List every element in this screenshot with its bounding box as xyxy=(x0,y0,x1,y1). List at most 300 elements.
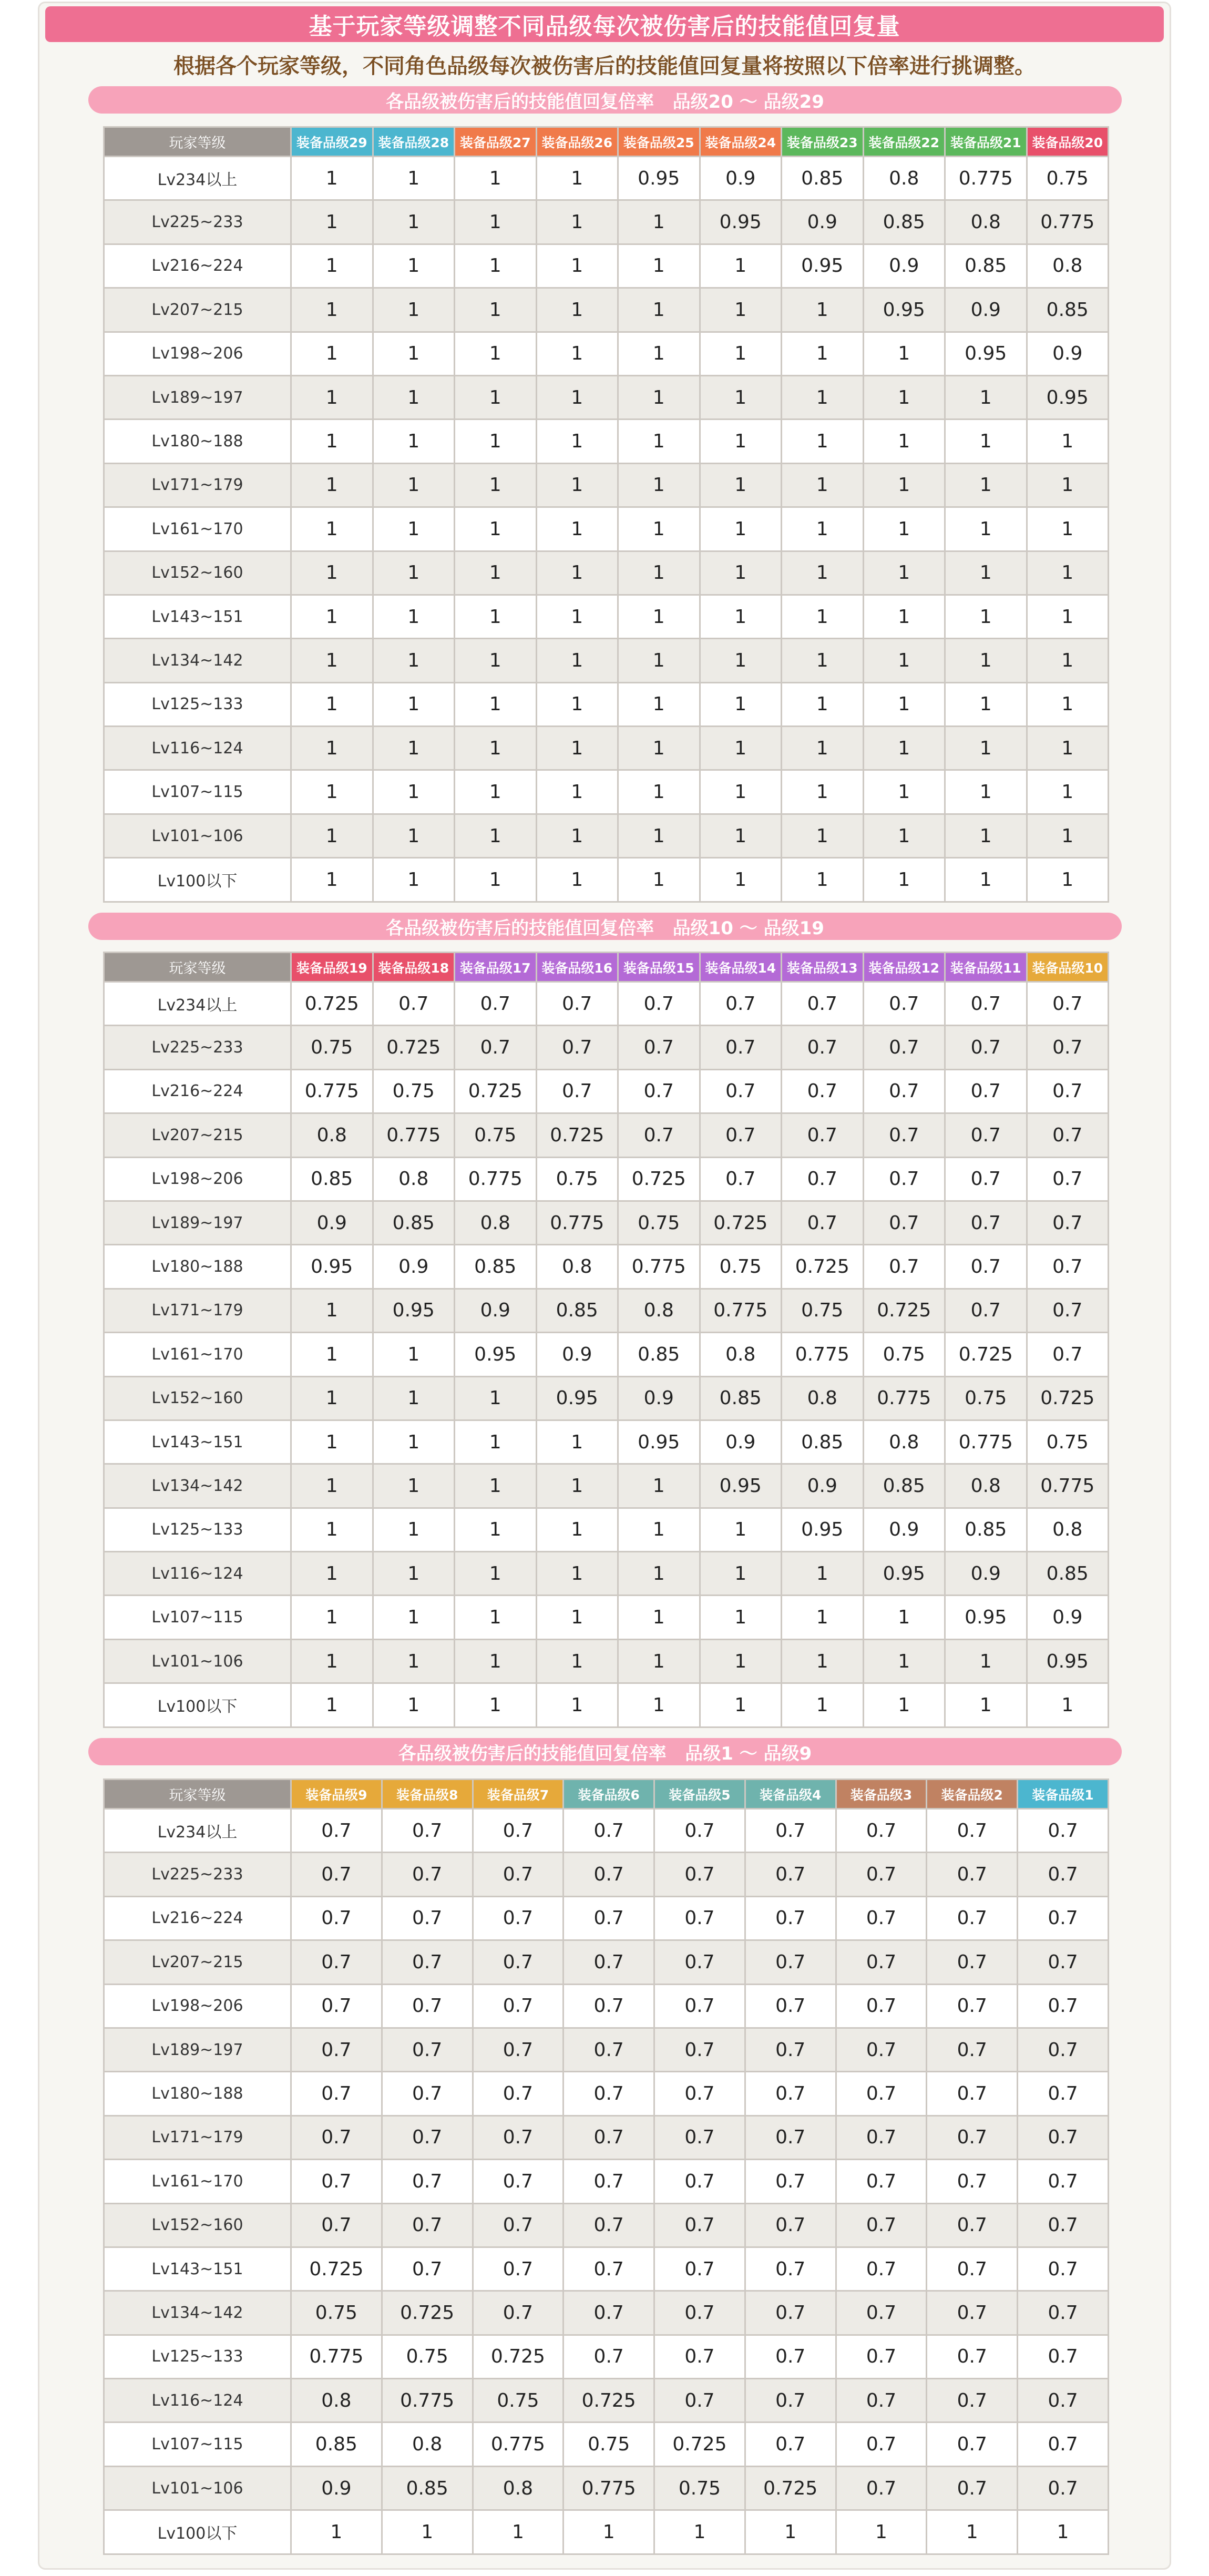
multiplier-cell: 1 xyxy=(863,332,945,375)
player-level-cell: Lv100以下 xyxy=(104,2510,291,2554)
player-level-cell: Lv125~133 xyxy=(104,1508,291,1551)
multiplier-cell: 0.75 xyxy=(382,2335,473,2378)
player-level-cell: Lv180~188 xyxy=(104,1245,291,1289)
multiplier-cell: 1 xyxy=(291,1464,373,1508)
multiplier-cell: 0.95 xyxy=(863,1552,945,1596)
multiplier-table-grade-20-29 xyxy=(103,126,1109,903)
multiplier-cell: 0.75 xyxy=(1027,157,1109,200)
multiplier-cell: 1 xyxy=(536,1508,618,1551)
multiplier-cell: 1 xyxy=(700,858,782,902)
multiplier-cell: 1 xyxy=(782,770,864,814)
multiplier-cell: 0.7 xyxy=(927,2028,1018,2071)
column-header-grade: 装备品级20 xyxy=(1027,127,1109,157)
multiplier-cell: 1 xyxy=(618,551,700,595)
table-row xyxy=(104,551,1109,595)
multiplier-cell: 0.8 xyxy=(455,1201,537,1244)
multiplier-cell: 0.75 xyxy=(700,1245,782,1289)
multiplier-cell: 0.7 xyxy=(945,1026,1027,1069)
multiplier-cell: 1 xyxy=(536,1552,618,1596)
multiplier-cell: 1 xyxy=(700,1552,782,1596)
multiplier-cell: 1 xyxy=(536,814,618,857)
multiplier-cell: 0.775 xyxy=(618,1245,700,1289)
multiplier-cell: 1 xyxy=(863,639,945,682)
multiplier-cell: 0.75 xyxy=(945,1376,1027,1420)
multiplier-cell: 1 xyxy=(1027,463,1109,507)
table-row xyxy=(104,1026,1109,1069)
player-level-cell: Lv107~115 xyxy=(104,1596,291,1639)
multiplier-cell: 1 xyxy=(945,551,1027,595)
multiplier-cell: 0.95 xyxy=(618,157,700,200)
multiplier-cell: 0.725 xyxy=(745,2466,836,2510)
multiplier-cell: 1 xyxy=(291,858,373,902)
multiplier-cell: 1 xyxy=(455,770,537,814)
multiplier-cell: 1 xyxy=(945,507,1027,551)
multiplier-cell: 1 xyxy=(945,770,1027,814)
multiplier-cell: 1 xyxy=(455,682,537,726)
header-row xyxy=(104,953,1109,982)
multiplier-cell: 0.85 xyxy=(291,2422,382,2466)
multiplier-cell: 0.7 xyxy=(836,2115,927,2159)
multiplier-cell: 0.775 xyxy=(473,2422,563,2466)
multiplier-cell: 0.7 xyxy=(1018,2247,1109,2291)
multiplier-cell: 0.7 xyxy=(473,1984,563,2028)
multiplier-cell: 0.725 xyxy=(700,1201,782,1244)
multiplier-cell: 1 xyxy=(291,375,373,419)
multiplier-cell: 0.7 xyxy=(1018,2203,1109,2247)
multiplier-cell: 1 xyxy=(618,595,700,638)
player-level-cell: Lv143~151 xyxy=(104,1420,291,1464)
multiplier-cell: 0.7 xyxy=(863,1069,945,1113)
multiplier-cell: 1 xyxy=(1027,727,1109,770)
multiplier-cell: 0.7 xyxy=(927,1984,1018,2028)
multiplier-cell: 1 xyxy=(863,814,945,857)
multiplier-cell: 0.7 xyxy=(700,1026,782,1069)
section-title-grade-20-29: 各品级被伤害后的技能值回复倍率 品级20 ～ 品级29 xyxy=(88,86,1122,114)
multiplier-cell: 1 xyxy=(618,332,700,375)
player-level-cell: Lv189~197 xyxy=(104,2028,291,2071)
multiplier-cell: 1 xyxy=(618,727,700,770)
multiplier-cell: 0.75 xyxy=(455,1113,537,1157)
multiplier-cell: 0.725 xyxy=(382,2291,473,2335)
multiplier-cell: 1 xyxy=(618,770,700,814)
multiplier-cell: 1 xyxy=(782,858,864,902)
multiplier-cell: 0.775 xyxy=(1027,1464,1109,1508)
multiplier-cell: 0.7 xyxy=(618,982,700,1026)
table-row xyxy=(104,2115,1109,2159)
multiplier-cell: 0.9 xyxy=(291,1201,373,1244)
column-header-grade: 装备品级2 xyxy=(927,1780,1018,1809)
multiplier-cell: 1 xyxy=(1027,595,1109,638)
multiplier-cell: 0.7 xyxy=(382,2072,473,2115)
multiplier-cell: 0.7 xyxy=(836,1940,927,1984)
multiplier-cell: 1 xyxy=(455,551,537,595)
multiplier-cell: 0.7 xyxy=(745,2203,836,2247)
multiplier-cell: 1 xyxy=(700,507,782,551)
multiplier-cell: 0.9 xyxy=(863,244,945,288)
player-level-cell: Lv100以下 xyxy=(104,1683,291,1727)
multiplier-cell: 1 xyxy=(618,1508,700,1551)
multiplier-cell: 0.7 xyxy=(945,1069,1027,1113)
multiplier-cell: 0.7 xyxy=(618,1069,700,1113)
multiplier-cell: 0.775 xyxy=(563,2466,654,2510)
player-level-cell: Lv180~188 xyxy=(104,420,291,463)
multiplier-cell: 0.725 xyxy=(1027,1376,1109,1420)
multiplier-cell: 0.7 xyxy=(382,1984,473,2028)
player-level-cell: Lv234以上 xyxy=(104,982,291,1026)
table-row xyxy=(104,375,1109,419)
multiplier-cell: 0.7 xyxy=(745,1984,836,2028)
multiplier-cell: 0.7 xyxy=(1027,1333,1109,1376)
multiplier-cell: 0.7 xyxy=(654,2160,745,2203)
multiplier-cell: 1 xyxy=(863,507,945,551)
multiplier-cell: 0.85 xyxy=(782,157,864,200)
player-level-cell: Lv198~206 xyxy=(104,332,291,375)
player-level-cell: Lv101~106 xyxy=(104,1639,291,1683)
multiplier-cell: 1 xyxy=(536,551,618,595)
multiplier-cell: 1 xyxy=(618,420,700,463)
multiplier-cell: 0.7 xyxy=(836,2028,927,2071)
multiplier-cell: 1 xyxy=(373,463,455,507)
column-header-grade: 装备品级8 xyxy=(382,1780,473,1809)
multiplier-cell: 1 xyxy=(455,1464,537,1508)
multiplier-cell: 0.7 xyxy=(927,2203,1018,2247)
table-row xyxy=(104,288,1109,332)
multiplier-cell: 0.95 xyxy=(782,244,864,288)
multiplier-cell: 1 xyxy=(618,244,700,288)
multiplier-cell: 0.8 xyxy=(945,1464,1027,1508)
multiplier-cell: 0.85 xyxy=(1027,1552,1109,1596)
multiplier-cell: 1 xyxy=(455,1596,537,1639)
multiplier-cell: 1 xyxy=(536,420,618,463)
multiplier-cell: 0.85 xyxy=(291,1157,373,1201)
multiplier-cell: 0.7 xyxy=(782,1113,864,1157)
table-row xyxy=(104,770,1109,814)
multiplier-cell: 1 xyxy=(618,639,700,682)
player-level-cell: Lv234以上 xyxy=(104,1809,291,1853)
multiplier-cell: 1 xyxy=(373,1639,455,1683)
column-header-grade: 装备品级1 xyxy=(1018,1780,1109,1809)
multiplier-cell: 1 xyxy=(373,595,455,638)
multiplier-cell: 0.7 xyxy=(745,2247,836,2291)
header-row xyxy=(104,1780,1109,1809)
multiplier-cell: 1 xyxy=(618,200,700,244)
multiplier-cell: 0.9 xyxy=(700,1420,782,1464)
table-row xyxy=(104,2160,1109,2203)
multiplier-cell: 0.775 xyxy=(291,1069,373,1113)
multiplier-cell: 0.75 xyxy=(863,1333,945,1376)
table-row xyxy=(104,1376,1109,1420)
multiplier-cell: 1 xyxy=(373,814,455,857)
multiplier-cell: 0.85 xyxy=(945,244,1027,288)
multiplier-cell: 0.7 xyxy=(382,2028,473,2071)
multiplier-cell: 0.7 xyxy=(654,2247,745,2291)
multiplier-cell: 1 xyxy=(782,463,864,507)
multiplier-cell: 1 xyxy=(1027,1683,1109,1727)
column-header-grade: 装备品级13 xyxy=(782,953,864,982)
multiplier-cell: 0.75 xyxy=(1027,1420,1109,1464)
multiplier-cell: 0.7 xyxy=(836,2072,927,2115)
multiplier-cell: 1 xyxy=(291,1508,373,1551)
multiplier-cell: 0.9 xyxy=(1027,332,1109,375)
multiplier-cell: 1 xyxy=(536,463,618,507)
multiplier-cell: 1 xyxy=(455,1376,537,1420)
multiplier-cell: 0.7 xyxy=(473,2247,563,2291)
multiplier-cell: 0.7 xyxy=(654,2072,745,2115)
player-level-cell: Lv225~233 xyxy=(104,1026,291,1069)
multiplier-cell: 1 xyxy=(373,157,455,200)
multiplier-cell: 1 xyxy=(455,858,537,902)
multiplier-cell: 0.725 xyxy=(291,982,373,1026)
column-header-grade: 装备品级18 xyxy=(373,953,455,982)
multiplier-cell: 0.7 xyxy=(1018,2028,1109,2071)
multiplier-cell: 1 xyxy=(455,507,537,551)
multiplier-cell: 1 xyxy=(1027,420,1109,463)
multiplier-cell: 1 xyxy=(455,420,537,463)
multiplier-cell: 1 xyxy=(536,1683,618,1727)
column-header-grade: 装备品级5 xyxy=(654,1780,745,1809)
multiplier-cell: 0.7 xyxy=(291,1940,382,1984)
multiplier-cell: 0.7 xyxy=(1027,1201,1109,1244)
multiplier-cell: 1 xyxy=(618,1683,700,1727)
multiplier-cell: 0.7 xyxy=(455,982,537,1026)
multiplier-cell: 1 xyxy=(1027,551,1109,595)
multiplier-cell: 0.7 xyxy=(836,2203,927,2247)
column-header-grade: 装备品级16 xyxy=(536,953,618,982)
multiplier-cell: 0.7 xyxy=(836,2291,927,2335)
header-row xyxy=(104,127,1109,157)
table-row xyxy=(104,2028,1109,2071)
multiplier-cell: 1 xyxy=(455,375,537,419)
multiplier-cell: 0.7 xyxy=(654,2291,745,2335)
multiplier-cell: 0.7 xyxy=(863,1157,945,1201)
multiplier-cell: 1 xyxy=(373,727,455,770)
multiplier-cell: 0.8 xyxy=(291,2379,382,2422)
multiplier-cell: 1 xyxy=(618,682,700,726)
multiplier-cell: 0.725 xyxy=(782,1245,864,1289)
multiplier-cell: 1 xyxy=(455,595,537,638)
multiplier-cell: 0.7 xyxy=(473,1809,563,1853)
multiplier-cell: 0.7 xyxy=(836,2160,927,2203)
multiplier-cell: 0.7 xyxy=(745,2422,836,2466)
multiplier-cell: 0.7 xyxy=(945,1201,1027,1244)
multiplier-cell: 1 xyxy=(536,244,618,288)
multiplier-cell: 0.75 xyxy=(618,1201,700,1244)
multiplier-cell: 0.7 xyxy=(291,1853,382,1896)
multiplier-cell: 1 xyxy=(291,1552,373,1596)
multiplier-cell: 1 xyxy=(863,727,945,770)
multiplier-cell: 0.75 xyxy=(654,2466,745,2510)
multiplier-cell: 1 xyxy=(291,157,373,200)
multiplier-cell: 1 xyxy=(618,375,700,419)
multiplier-cell: 1 xyxy=(782,1596,864,1639)
table-row xyxy=(104,2335,1109,2378)
multiplier-cell: 1 xyxy=(455,639,537,682)
multiplier-cell: 1 xyxy=(536,639,618,682)
multiplier-cell: 0.7 xyxy=(563,1984,654,2028)
multiplier-cell: 0.7 xyxy=(563,1853,654,1896)
multiplier-cell: 0.8 xyxy=(373,1157,455,1201)
player-level-cell: Lv225~233 xyxy=(104,200,291,244)
column-header-grade: 装备品级6 xyxy=(563,1780,654,1809)
multiplier-cell: 1 xyxy=(291,682,373,726)
multiplier-cell: 1 xyxy=(782,507,864,551)
multiplier-cell: 1 xyxy=(373,858,455,902)
column-header-player-level: 玩家等级 xyxy=(104,953,291,982)
table-row xyxy=(104,1245,1109,1289)
column-header-grade: 装备品级28 xyxy=(373,127,455,157)
multiplier-cell: 0.95 xyxy=(945,332,1027,375)
multiplier-cell: 1 xyxy=(291,332,373,375)
multiplier-cell: 0.7 xyxy=(654,2203,745,2247)
multiplier-cell: 1 xyxy=(863,375,945,419)
multiplier-cell: 1 xyxy=(945,639,1027,682)
multiplier-cell: 0.7 xyxy=(836,2335,927,2378)
multiplier-cell: 0.7 xyxy=(654,2335,745,2378)
multiplier-cell: 0.75 xyxy=(373,1069,455,1113)
player-level-cell: Lv116~124 xyxy=(104,2379,291,2422)
multiplier-cell: 1 xyxy=(700,1596,782,1639)
column-header-grade: 装备品级23 xyxy=(782,127,864,157)
multiplier-cell: 0.85 xyxy=(1027,288,1109,332)
multiplier-cell: 1 xyxy=(1027,814,1109,857)
multiplier-cell: 0.7 xyxy=(1027,1157,1109,1201)
page-title: 基于玩家等级调整不同品级每次被伤害后的技能值回复量 xyxy=(45,6,1164,42)
multiplier-cell: 0.7 xyxy=(927,1940,1018,1984)
multiplier-cell: 1 xyxy=(291,727,373,770)
player-level-cell: Lv116~124 xyxy=(104,1552,291,1596)
multiplier-cell: 1 xyxy=(382,2510,473,2554)
multiplier-cell: 0.7 xyxy=(927,1809,1018,1853)
multiplier-cell: 0.725 xyxy=(536,1113,618,1157)
table-row xyxy=(104,2291,1109,2335)
multiplier-cell: 0.7 xyxy=(1018,1853,1109,1896)
player-level-cell: Lv171~179 xyxy=(104,2115,291,2159)
multiplier-cell: 1 xyxy=(455,814,537,857)
multiplier-cell: 0.7 xyxy=(836,1896,927,1940)
multiplier-cell: 0.7 xyxy=(1018,1809,1109,1853)
player-level-cell: Lv225~233 xyxy=(104,1853,291,1896)
player-level-cell: Lv171~179 xyxy=(104,1289,291,1332)
multiplier-cell: 0.7 xyxy=(745,2115,836,2159)
multiplier-cell: 0.7 xyxy=(1027,1069,1109,1113)
multiplier-cell: 0.9 xyxy=(700,157,782,200)
multiplier-cell: 1 xyxy=(291,1639,373,1683)
multiplier-cell: 1 xyxy=(782,332,864,375)
multiplier-cell: 0.725 xyxy=(563,2379,654,2422)
multiplier-cell: 0.7 xyxy=(700,982,782,1026)
player-level-cell: Lv216~224 xyxy=(104,1896,291,1940)
multiplier-cell: 1 xyxy=(291,1683,373,1727)
multiplier-cell: 0.7 xyxy=(1018,1984,1109,2028)
table-row xyxy=(104,2422,1109,2466)
player-level-cell: Lv189~197 xyxy=(104,375,291,419)
multiplier-cell: 0.7 xyxy=(782,1069,864,1113)
multiplier-cell: 0.7 xyxy=(654,1809,745,1853)
player-level-cell: Lv198~206 xyxy=(104,1157,291,1201)
multiplier-cell: 1 xyxy=(945,682,1027,726)
multiplier-cell: 0.85 xyxy=(863,1464,945,1508)
player-level-cell: Lv189~197 xyxy=(104,1201,291,1244)
multiplier-cell: 1 xyxy=(863,420,945,463)
multiplier-cell: 1 xyxy=(373,507,455,551)
multiplier-cell: 1 xyxy=(455,1420,537,1464)
multiplier-cell: 0.7 xyxy=(563,2115,654,2159)
multiplier-cell: 0.85 xyxy=(863,200,945,244)
multiplier-cell: 0.85 xyxy=(455,1245,537,1289)
player-level-cell: Lv101~106 xyxy=(104,2466,291,2510)
multiplier-cell: 1 xyxy=(863,595,945,638)
multiplier-cell: 0.7 xyxy=(654,2028,745,2071)
multiplier-cell: 0.7 xyxy=(563,2072,654,2115)
player-level-cell: Lv116~124 xyxy=(104,727,291,770)
table-row xyxy=(104,1289,1109,1332)
multiplier-cell: 0.7 xyxy=(700,1113,782,1157)
multiplier-cell: 0.8 xyxy=(863,157,945,200)
multiplier-cell: 0.775 xyxy=(945,1420,1027,1464)
multiplier-cell: 1 xyxy=(291,639,373,682)
multiplier-cell: 0.7 xyxy=(700,1069,782,1113)
multiplier-cell: 0.85 xyxy=(536,1289,618,1332)
multiplier-cell: 1 xyxy=(618,814,700,857)
player-level-cell: Lv161~170 xyxy=(104,1333,291,1376)
multiplier-cell: 0.9 xyxy=(455,1289,537,1332)
multiplier-cell: 0.7 xyxy=(863,1026,945,1069)
player-level-cell: Lv125~133 xyxy=(104,682,291,726)
multiplier-cell: 0.7 xyxy=(836,2422,927,2466)
multiplier-cell: 1 xyxy=(373,1683,455,1727)
multiplier-cell: 1 xyxy=(782,814,864,857)
multiplier-cell: 1 xyxy=(1027,639,1109,682)
multiplier-cell: 0.7 xyxy=(745,1896,836,1940)
multiplier-cell: 1 xyxy=(618,1596,700,1639)
multiplier-cell: 1 xyxy=(700,1683,782,1727)
table-row xyxy=(104,2247,1109,2291)
table-row xyxy=(104,1639,1109,1683)
table-row xyxy=(104,1596,1109,1639)
multiplier-cell: 1 xyxy=(700,332,782,375)
multiplier-cell: 0.7 xyxy=(563,2247,654,2291)
multiplier-cell: 0.75 xyxy=(782,1289,864,1332)
multiplier-cell: 0.7 xyxy=(927,2335,1018,2378)
multiplier-cell: 1 xyxy=(836,2510,927,2554)
multiplier-cell: 0.7 xyxy=(473,1853,563,1896)
multiplier-cell: 0.75 xyxy=(536,1157,618,1201)
multiplier-cell: 1 xyxy=(927,2510,1018,2554)
multiplier-cell: 0.7 xyxy=(563,2203,654,2247)
multiplier-cell: 0.7 xyxy=(291,1809,382,1853)
player-level-cell: Lv207~215 xyxy=(104,1940,291,1984)
multiplier-cell: 1 xyxy=(536,727,618,770)
multiplier-cell: 1 xyxy=(782,1683,864,1727)
multiplier-cell: 1 xyxy=(945,858,1027,902)
multiplier-cell: 0.8 xyxy=(473,2466,563,2510)
multiplier-cell: 0.7 xyxy=(836,2379,927,2422)
column-header-grade: 装备品级19 xyxy=(291,953,373,982)
multiplier-cell: 1 xyxy=(700,420,782,463)
multiplier-cell: 0.7 xyxy=(473,2028,563,2071)
multiplier-cell: 0.8 xyxy=(700,1333,782,1376)
table-row xyxy=(104,639,1109,682)
multiplier-cell: 0.85 xyxy=(945,1508,1027,1551)
column-header-grade: 装备品级10 xyxy=(1027,953,1109,982)
multiplier-cell: 0.8 xyxy=(536,1245,618,1289)
table-row xyxy=(104,2510,1109,2554)
multiplier-cell: 1 xyxy=(945,420,1027,463)
multiplier-cell: 0.7 xyxy=(382,1896,473,1940)
multiplier-cell: 1 xyxy=(700,375,782,419)
multiplier-cell: 0.7 xyxy=(654,2115,745,2159)
multiplier-cell: 1 xyxy=(536,288,618,332)
